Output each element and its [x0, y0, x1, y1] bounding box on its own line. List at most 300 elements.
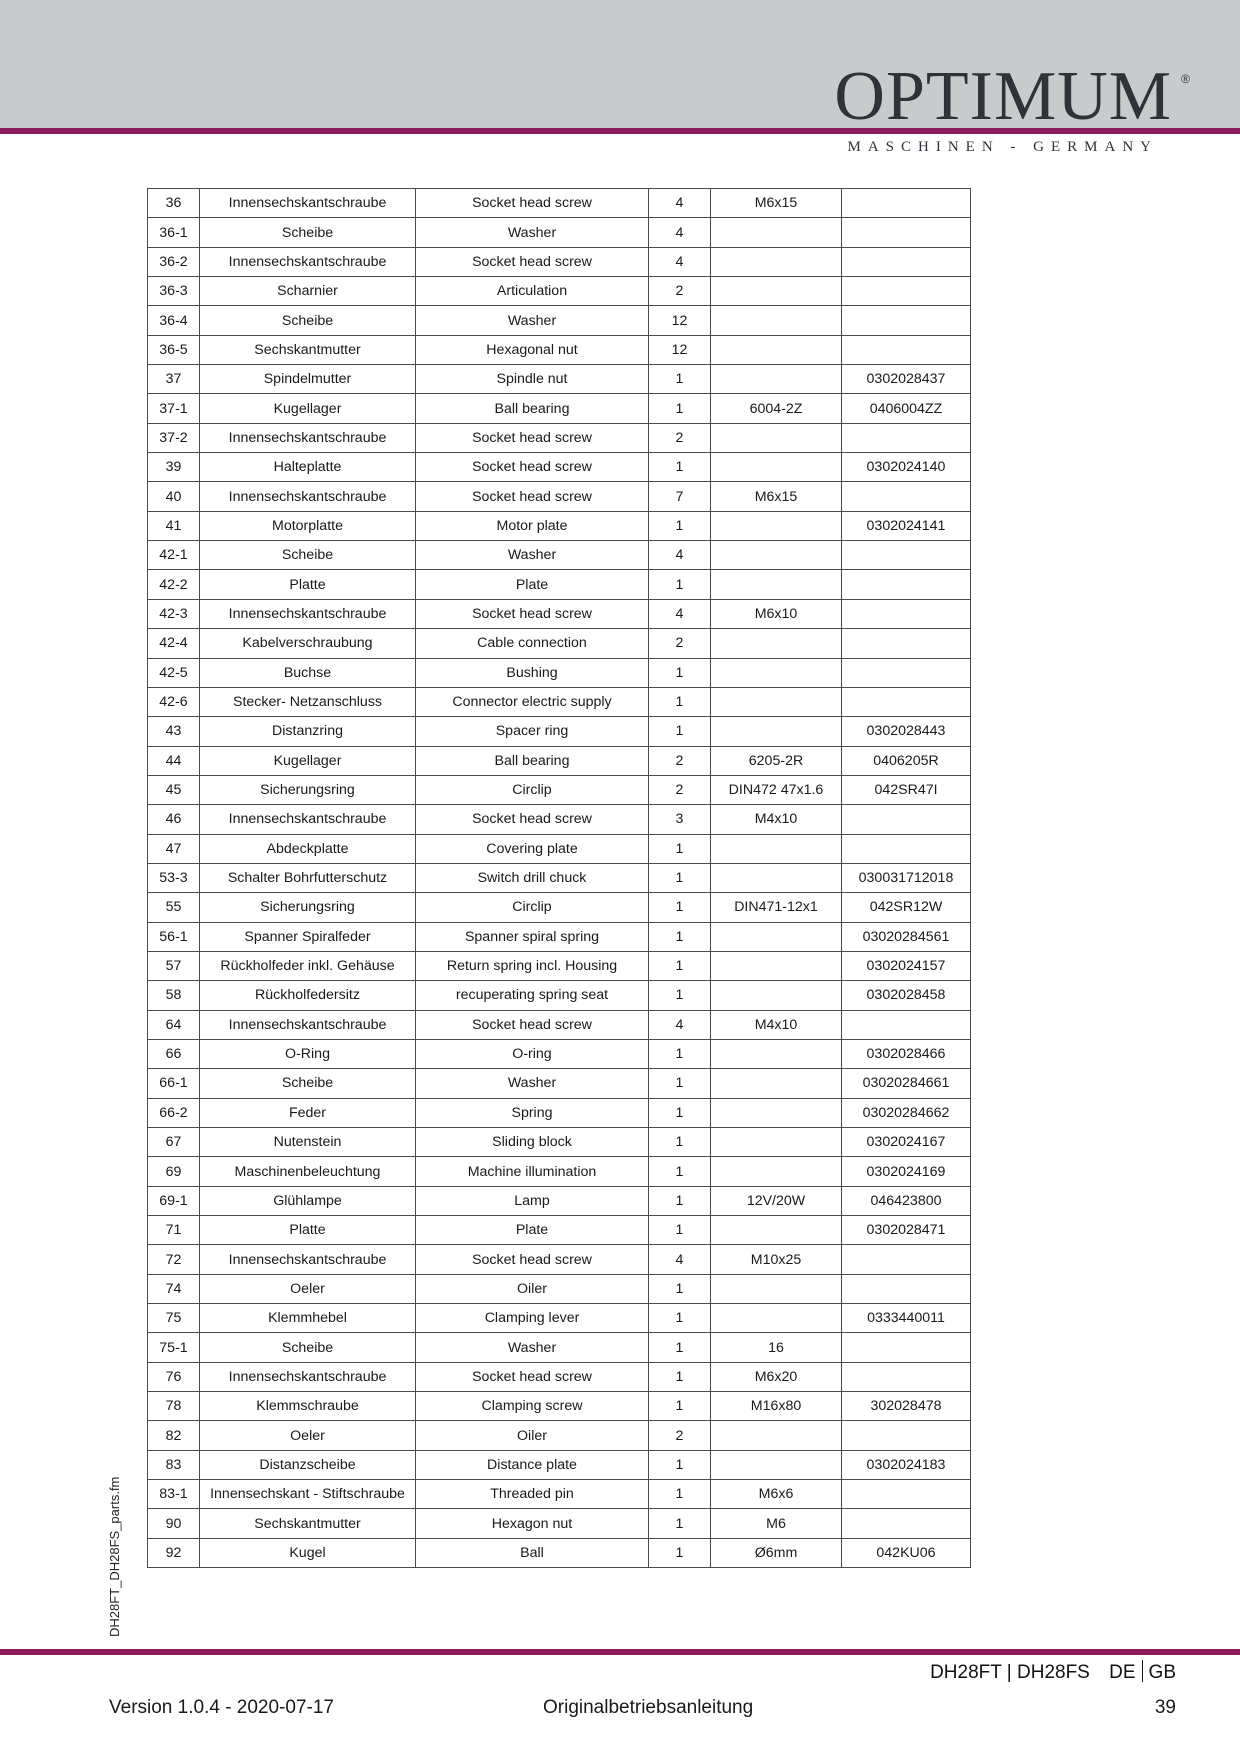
part-quantity: 1	[649, 981, 711, 1010]
part-position: 78	[148, 1392, 200, 1421]
part-size: 6205-2R	[711, 746, 842, 775]
part-number: 0302024141	[842, 511, 971, 540]
part-number	[842, 805, 971, 834]
part-name-de: Scheibe	[200, 1333, 416, 1362]
part-quantity: 1	[649, 922, 711, 951]
table-row	[148, 687, 971, 716]
part-number: 0406004ZZ	[842, 394, 971, 423]
table-row	[148, 277, 971, 306]
part-quantity: 1	[649, 1450, 711, 1479]
table-row	[148, 1069, 971, 1098]
part-size: DIN472 47x1.6	[711, 775, 842, 804]
table-row	[148, 717, 971, 746]
part-name-en: Sliding block	[416, 1128, 649, 1157]
part-size: DIN471-12x1	[711, 893, 842, 922]
part-number: 0406205R	[842, 746, 971, 775]
part-number: 03020284662	[842, 1098, 971, 1127]
table-row	[148, 570, 971, 599]
part-name-en: Circlip	[416, 775, 649, 804]
part-name-en: O-ring	[416, 1039, 649, 1068]
part-size: M6	[711, 1509, 842, 1538]
part-name-de: Klemmhebel	[200, 1304, 416, 1333]
part-size	[711, 335, 842, 364]
part-size	[711, 951, 842, 980]
part-name-de: Motorplatte	[200, 511, 416, 540]
part-number	[842, 335, 971, 364]
table-row	[148, 306, 971, 335]
table-row	[148, 629, 971, 658]
part-quantity: 1	[649, 1274, 711, 1303]
part-name-en: Cable connection	[416, 629, 649, 658]
part-name-en: Machine illumination	[416, 1157, 649, 1186]
part-size: M6x15	[711, 189, 842, 218]
table-row	[148, 863, 971, 892]
table-row	[148, 365, 971, 394]
part-quantity: 4	[649, 599, 711, 628]
part-size	[711, 1157, 842, 1186]
part-position: 42-3	[148, 599, 200, 628]
part-name-de: Sicherungsring	[200, 893, 416, 922]
part-position: 40	[148, 482, 200, 511]
brand-tagline: MASCHINEN - GERMANY	[847, 139, 1158, 155]
part-number: 046423800	[842, 1186, 971, 1215]
part-position: 76	[148, 1362, 200, 1391]
part-name-de: Scheibe	[200, 1069, 416, 1098]
part-name-en: Socket head screw	[416, 805, 649, 834]
table-row	[148, 1157, 971, 1186]
part-position: 36-2	[148, 247, 200, 276]
part-position: 36-1	[148, 218, 200, 247]
part-size: 6004-2Z	[711, 394, 842, 423]
part-name-en: Spanner spiral spring	[416, 922, 649, 951]
part-size	[711, 247, 842, 276]
part-size	[711, 277, 842, 306]
table-row	[148, 746, 971, 775]
language-separator	[1142, 1660, 1143, 1682]
model-name: DH28FT | DH28FS	[930, 1662, 1090, 1683]
part-size: M16x80	[711, 1392, 842, 1421]
part-position: 42-5	[148, 658, 200, 687]
part-size: M4x10	[711, 805, 842, 834]
part-number	[842, 423, 971, 452]
part-quantity: 1	[649, 1538, 711, 1567]
table-row	[148, 1245, 971, 1274]
part-number	[842, 1421, 971, 1450]
part-quantity: 1	[649, 951, 711, 980]
table-row	[148, 775, 971, 804]
part-quantity: 4	[649, 189, 711, 218]
part-quantity: 1	[649, 893, 711, 922]
table-row	[148, 218, 971, 247]
part-number	[842, 570, 971, 599]
part-number	[842, 247, 971, 276]
part-number	[842, 1362, 971, 1391]
brand-logo: OPTIMUM	[834, 58, 1172, 135]
part-name-en: Washer	[416, 1333, 649, 1362]
part-position: 37-2	[148, 423, 200, 452]
part-size	[711, 453, 842, 482]
part-position: 36-5	[148, 335, 200, 364]
part-quantity: 4	[649, 541, 711, 570]
table-row	[148, 1362, 971, 1391]
part-size: 16	[711, 1333, 842, 1362]
part-name-de: Rückholfeder inkl. Gehäuse	[200, 951, 416, 980]
part-quantity: 1	[649, 1304, 711, 1333]
part-size: 12V/20W	[711, 1186, 842, 1215]
part-number: 0302028471	[842, 1216, 971, 1245]
table-row	[148, 1186, 971, 1215]
part-position: 64	[148, 1010, 200, 1039]
part-name-de: Innensechskant - Stiftschraube	[200, 1480, 416, 1509]
part-size	[711, 922, 842, 951]
part-number: 0302024169	[842, 1157, 971, 1186]
table-row	[148, 1509, 971, 1538]
part-size: M6x20	[711, 1362, 842, 1391]
part-number	[842, 629, 971, 658]
part-position: 47	[148, 834, 200, 863]
part-position: 42-1	[148, 541, 200, 570]
part-name-en: Socket head screw	[416, 1362, 649, 1391]
table-row	[148, 658, 971, 687]
footer-divider	[0, 1649, 1240, 1655]
part-name-de: Spindelmutter	[200, 365, 416, 394]
table-row	[148, 834, 971, 863]
part-name-en: Oiler	[416, 1274, 649, 1303]
part-quantity: 2	[649, 1421, 711, 1450]
part-name-de: Oeler	[200, 1421, 416, 1450]
part-number	[842, 599, 971, 628]
part-size	[711, 1128, 842, 1157]
table-row	[148, 394, 971, 423]
part-position: 53-3	[148, 863, 200, 892]
part-number: 0302028458	[842, 981, 971, 1010]
part-size	[711, 541, 842, 570]
registered-mark: ®	[1181, 72, 1190, 86]
part-name-de: Innensechskantschraube	[200, 1245, 416, 1274]
part-number: 0302024140	[842, 453, 971, 482]
part-position: 69	[148, 1157, 200, 1186]
part-position: 90	[148, 1509, 200, 1538]
part-name-en: Ball bearing	[416, 394, 649, 423]
part-number	[842, 1509, 971, 1538]
part-quantity: 1	[649, 687, 711, 716]
part-name-de: Rückholfedersitz	[200, 981, 416, 1010]
table-row	[148, 1098, 971, 1127]
part-quantity: 1	[649, 394, 711, 423]
part-name-de: Sicherungsring	[200, 775, 416, 804]
table-row	[148, 1128, 971, 1157]
part-name-en: Hexagon nut	[416, 1509, 649, 1538]
part-position: 44	[148, 746, 200, 775]
part-number	[842, 834, 971, 863]
table-row	[148, 1421, 971, 1450]
table-row	[148, 453, 971, 482]
part-number: 03020284661	[842, 1069, 971, 1098]
part-name-en: Threaded pin	[416, 1480, 649, 1509]
part-size	[711, 1069, 842, 1098]
part-name-de: Schalter Bohrfutterschutz	[200, 863, 416, 892]
part-name-de: Nutenstein	[200, 1128, 416, 1157]
part-position: 69-1	[148, 1186, 200, 1215]
language-de: DE	[1109, 1662, 1136, 1683]
table-row	[148, 335, 971, 364]
part-name-en: Socket head screw	[416, 1245, 649, 1274]
part-position: 75-1	[148, 1333, 200, 1362]
part-name-en: Socket head screw	[416, 247, 649, 276]
part-name-en: Covering plate	[416, 834, 649, 863]
part-position: 42-2	[148, 570, 200, 599]
part-position: 42-6	[148, 687, 200, 716]
part-position: 58	[148, 981, 200, 1010]
part-number: 0302024167	[842, 1128, 971, 1157]
part-number	[842, 1245, 971, 1274]
part-name-de: Scheibe	[200, 218, 416, 247]
part-number: 0302028466	[842, 1039, 971, 1068]
part-name-en: Socket head screw	[416, 189, 649, 218]
part-number: 0302028437	[842, 365, 971, 394]
table-row	[148, 247, 971, 276]
part-position: 46	[148, 805, 200, 834]
part-name-de: Buchse	[200, 658, 416, 687]
part-position: 39	[148, 453, 200, 482]
part-quantity: 1	[649, 1098, 711, 1127]
part-number	[842, 218, 971, 247]
part-name-en: Spring	[416, 1098, 649, 1127]
part-size: M6x10	[711, 599, 842, 628]
part-position: 41	[148, 511, 200, 540]
part-quantity: 3	[649, 805, 711, 834]
part-name-de: Kugellager	[200, 394, 416, 423]
part-quantity: 1	[649, 570, 711, 599]
language-gb: GB	[1148, 1662, 1176, 1683]
part-size	[711, 1450, 842, 1479]
table-row	[148, 1216, 971, 1245]
part-name-de: Oeler	[200, 1274, 416, 1303]
part-name-en: Switch drill chuck	[416, 863, 649, 892]
part-name-de: Platte	[200, 570, 416, 599]
part-name-de: Kabelverschraubung	[200, 629, 416, 658]
part-number: 0333440011	[842, 1304, 971, 1333]
part-name-en: Lamp	[416, 1186, 649, 1215]
part-position: 83-1	[148, 1480, 200, 1509]
page-number: 39	[1154, 1697, 1176, 1718]
part-size	[711, 863, 842, 892]
part-name-de: Scheibe	[200, 306, 416, 335]
part-size: M6x15	[711, 482, 842, 511]
part-name-en: Distance plate	[416, 1450, 649, 1479]
part-size	[711, 1304, 842, 1333]
footer-model	[930, 1660, 1176, 1684]
part-quantity: 2	[649, 775, 711, 804]
part-number: 030031712018	[842, 863, 971, 892]
part-quantity: 1	[649, 1392, 711, 1421]
part-name-de: Scharnier	[200, 277, 416, 306]
part-name-en: Socket head screw	[416, 482, 649, 511]
part-name-de: Innensechskantschraube	[200, 805, 416, 834]
part-number: 03020284561	[842, 922, 971, 951]
part-name-de: Distanzscheibe	[200, 1450, 416, 1479]
part-name-en: Motor plate	[416, 511, 649, 540]
part-quantity: 1	[649, 1509, 711, 1538]
document-type: Originalbetriebsanleitung	[543, 1697, 754, 1718]
part-name-en: Washer	[416, 1069, 649, 1098]
part-position: 42-4	[148, 629, 200, 658]
file-name-label: DH28FT_DH28FS_parts.fm	[107, 1476, 122, 1637]
part-size	[711, 1098, 842, 1127]
part-name-de: Kugel	[200, 1538, 416, 1567]
part-quantity: 1	[649, 834, 711, 863]
part-name-de: O-Ring	[200, 1039, 416, 1068]
part-name-en: Socket head screw	[416, 423, 649, 452]
part-quantity: 12	[649, 335, 711, 364]
part-quantity: 4	[649, 218, 711, 247]
part-name-en: Socket head screw	[416, 1010, 649, 1039]
part-name-de: Abdeckplatte	[200, 834, 416, 863]
part-name-en: Bushing	[416, 658, 649, 687]
part-position: 74	[148, 1274, 200, 1303]
part-number	[842, 1274, 971, 1303]
part-number: 0302024157	[842, 951, 971, 980]
part-number: 0302028443	[842, 717, 971, 746]
part-name-de: Sechskantmutter	[200, 335, 416, 364]
part-name-en: Washer	[416, 218, 649, 247]
part-position: 43	[148, 717, 200, 746]
part-quantity: 1	[649, 1157, 711, 1186]
part-name-en: Articulation	[416, 277, 649, 306]
part-size	[711, 218, 842, 247]
part-name-en: Washer	[416, 306, 649, 335]
part-name-en: Return spring incl. Housing	[416, 951, 649, 980]
table-row	[148, 1392, 971, 1421]
table-row	[148, 541, 971, 570]
table-row	[148, 1333, 971, 1362]
part-position: 37	[148, 365, 200, 394]
part-name-en: Clamping screw	[416, 1392, 649, 1421]
part-size: M4x10	[711, 1010, 842, 1039]
part-name-de: Stecker- Netzanschluss	[200, 687, 416, 716]
part-name-en: Plate	[416, 570, 649, 599]
part-name-de: Spanner Spiralfeder	[200, 922, 416, 951]
part-name-de: Innensechskantschraube	[200, 482, 416, 511]
table-row	[148, 1010, 971, 1039]
part-name-de: Maschinenbeleuchtung	[200, 1157, 416, 1186]
part-position: 67	[148, 1128, 200, 1157]
part-name-en: Circlip	[416, 893, 649, 922]
part-size: M6x6	[711, 1480, 842, 1509]
part-quantity: 1	[649, 863, 711, 892]
part-name-de: Scheibe	[200, 541, 416, 570]
version-label: Version 1.0.4 - 2020-07-17	[109, 1697, 334, 1718]
part-size	[711, 511, 842, 540]
part-quantity: 1	[649, 1362, 711, 1391]
part-size: Ø6mm	[711, 1538, 842, 1567]
part-quantity: 1	[649, 511, 711, 540]
part-quantity: 1	[649, 1216, 711, 1245]
part-name-de: Feder	[200, 1098, 416, 1127]
part-position: 36-4	[148, 306, 200, 335]
table-row	[148, 1538, 971, 1567]
part-position: 56-1	[148, 922, 200, 951]
part-size	[711, 1274, 842, 1303]
part-quantity: 1	[649, 1480, 711, 1509]
part-position: 45	[148, 775, 200, 804]
part-size	[711, 570, 842, 599]
part-size	[711, 1039, 842, 1068]
part-name-de: Innensechskantschraube	[200, 1362, 416, 1391]
part-number: 0302024183	[842, 1450, 971, 1479]
part-quantity: 4	[649, 247, 711, 276]
table-row	[148, 482, 971, 511]
part-name-de: Distanzring	[200, 717, 416, 746]
table-row	[148, 1039, 971, 1068]
part-number: 042SR47I	[842, 775, 971, 804]
part-name-de: Platte	[200, 1216, 416, 1245]
part-position: 83	[148, 1450, 200, 1479]
part-size	[711, 1216, 842, 1245]
part-name-en: Connector electric supply	[416, 687, 649, 716]
part-position: 72	[148, 1245, 200, 1274]
part-name-en: Socket head screw	[416, 453, 649, 482]
part-size	[711, 423, 842, 452]
part-number	[842, 1480, 971, 1509]
part-size	[711, 629, 842, 658]
part-number	[842, 482, 971, 511]
part-number: 302028478	[842, 1392, 971, 1421]
part-quantity: 2	[649, 629, 711, 658]
table-row	[148, 599, 971, 628]
part-number: 042KU06	[842, 1538, 971, 1567]
part-quantity: 7	[649, 482, 711, 511]
part-name-en: Spindle nut	[416, 365, 649, 394]
table-row	[148, 1274, 971, 1303]
part-name-en: Ball	[416, 1538, 649, 1567]
part-size	[711, 687, 842, 716]
part-name-de: Innensechskantschraube	[200, 247, 416, 276]
table-row	[148, 922, 971, 951]
part-quantity: 4	[649, 1010, 711, 1039]
part-name-de: Innensechskantschraube	[200, 423, 416, 452]
part-position: 92	[148, 1538, 200, 1567]
part-quantity: 1	[649, 1128, 711, 1157]
part-quantity: 1	[649, 658, 711, 687]
part-quantity: 4	[649, 1245, 711, 1274]
part-name-en: Oiler	[416, 1421, 649, 1450]
part-number: 042SR12W	[842, 893, 971, 922]
part-size	[711, 717, 842, 746]
part-position: 37-1	[148, 394, 200, 423]
part-quantity: 1	[649, 453, 711, 482]
parts-table-body	[148, 189, 971, 1568]
part-name-en: Socket head screw	[416, 599, 649, 628]
part-number	[842, 1333, 971, 1362]
part-position: 36	[148, 189, 200, 218]
table-row	[148, 189, 971, 218]
part-name-de: Klemmschraube	[200, 1392, 416, 1421]
part-number	[842, 687, 971, 716]
table-row	[148, 511, 971, 540]
part-quantity: 2	[649, 423, 711, 452]
part-position: 75	[148, 1304, 200, 1333]
part-name-en: Ball bearing	[416, 746, 649, 775]
part-name-en: Washer	[416, 541, 649, 570]
part-name-en: Spacer ring	[416, 717, 649, 746]
table-row	[148, 1450, 971, 1479]
part-name-de: Kugellager	[200, 746, 416, 775]
part-quantity: 2	[649, 746, 711, 775]
table-row	[148, 893, 971, 922]
part-number	[842, 306, 971, 335]
part-position: 66	[148, 1039, 200, 1068]
